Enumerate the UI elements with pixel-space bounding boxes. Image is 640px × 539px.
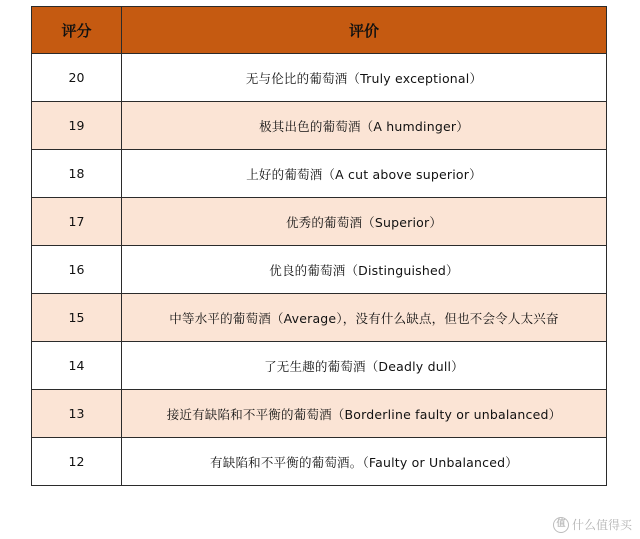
score-cell: 16 xyxy=(32,246,122,294)
evaluation-cell: 接近有缺陷和不平衡的葡萄酒（Borderline faulty or unbalanced） xyxy=(122,390,607,438)
evaluation-cell: 上好的葡萄酒（A cut above superior） xyxy=(122,150,607,198)
score-cell: 19 xyxy=(32,102,122,150)
site-watermark xyxy=(553,516,632,533)
wine-rating-table xyxy=(31,6,607,486)
header-evaluation: 评价 xyxy=(122,7,607,54)
table-row xyxy=(32,54,607,102)
table-row xyxy=(32,438,607,486)
evaluation-cell: 无与伦比的葡萄酒（Truly exceptional） xyxy=(122,54,607,102)
score-cell: 20 xyxy=(32,54,122,102)
zhi-logo-icon: 值 xyxy=(553,517,569,533)
evaluation-cell: 极其出色的葡萄酒（A humdinger） xyxy=(122,102,607,150)
table-header-row xyxy=(32,7,607,54)
evaluation-cell: 中等水平的葡萄酒（Average），没有什么缺点，但也不会令人太兴奋 xyxy=(122,294,607,342)
table-row xyxy=(32,102,607,150)
evaluation-cell: 了无生趣的葡萄酒（Deadly dull） xyxy=(122,342,607,390)
score-cell: 15 xyxy=(32,294,122,342)
table-row xyxy=(32,294,607,342)
score-cell: 14 xyxy=(32,342,122,390)
watermark-text: 什么值得买 xyxy=(571,518,632,532)
table-row xyxy=(32,390,607,438)
evaluation-cell: 优良的葡萄酒（Distinguished） xyxy=(122,246,607,294)
score-cell: 12 xyxy=(32,438,122,486)
table-row xyxy=(32,198,607,246)
score-cell: 13 xyxy=(32,390,122,438)
table-row xyxy=(32,246,607,294)
table-row xyxy=(32,150,607,198)
header-score: 评分 xyxy=(32,7,122,54)
score-cell: 18 xyxy=(32,150,122,198)
table-row xyxy=(32,342,607,390)
evaluation-cell: 优秀的葡萄酒（Superior） xyxy=(122,198,607,246)
score-cell: 17 xyxy=(32,198,122,246)
evaluation-cell: 有缺陷和不平衡的葡萄酒。（Faulty or Unbalanced） xyxy=(122,438,607,486)
